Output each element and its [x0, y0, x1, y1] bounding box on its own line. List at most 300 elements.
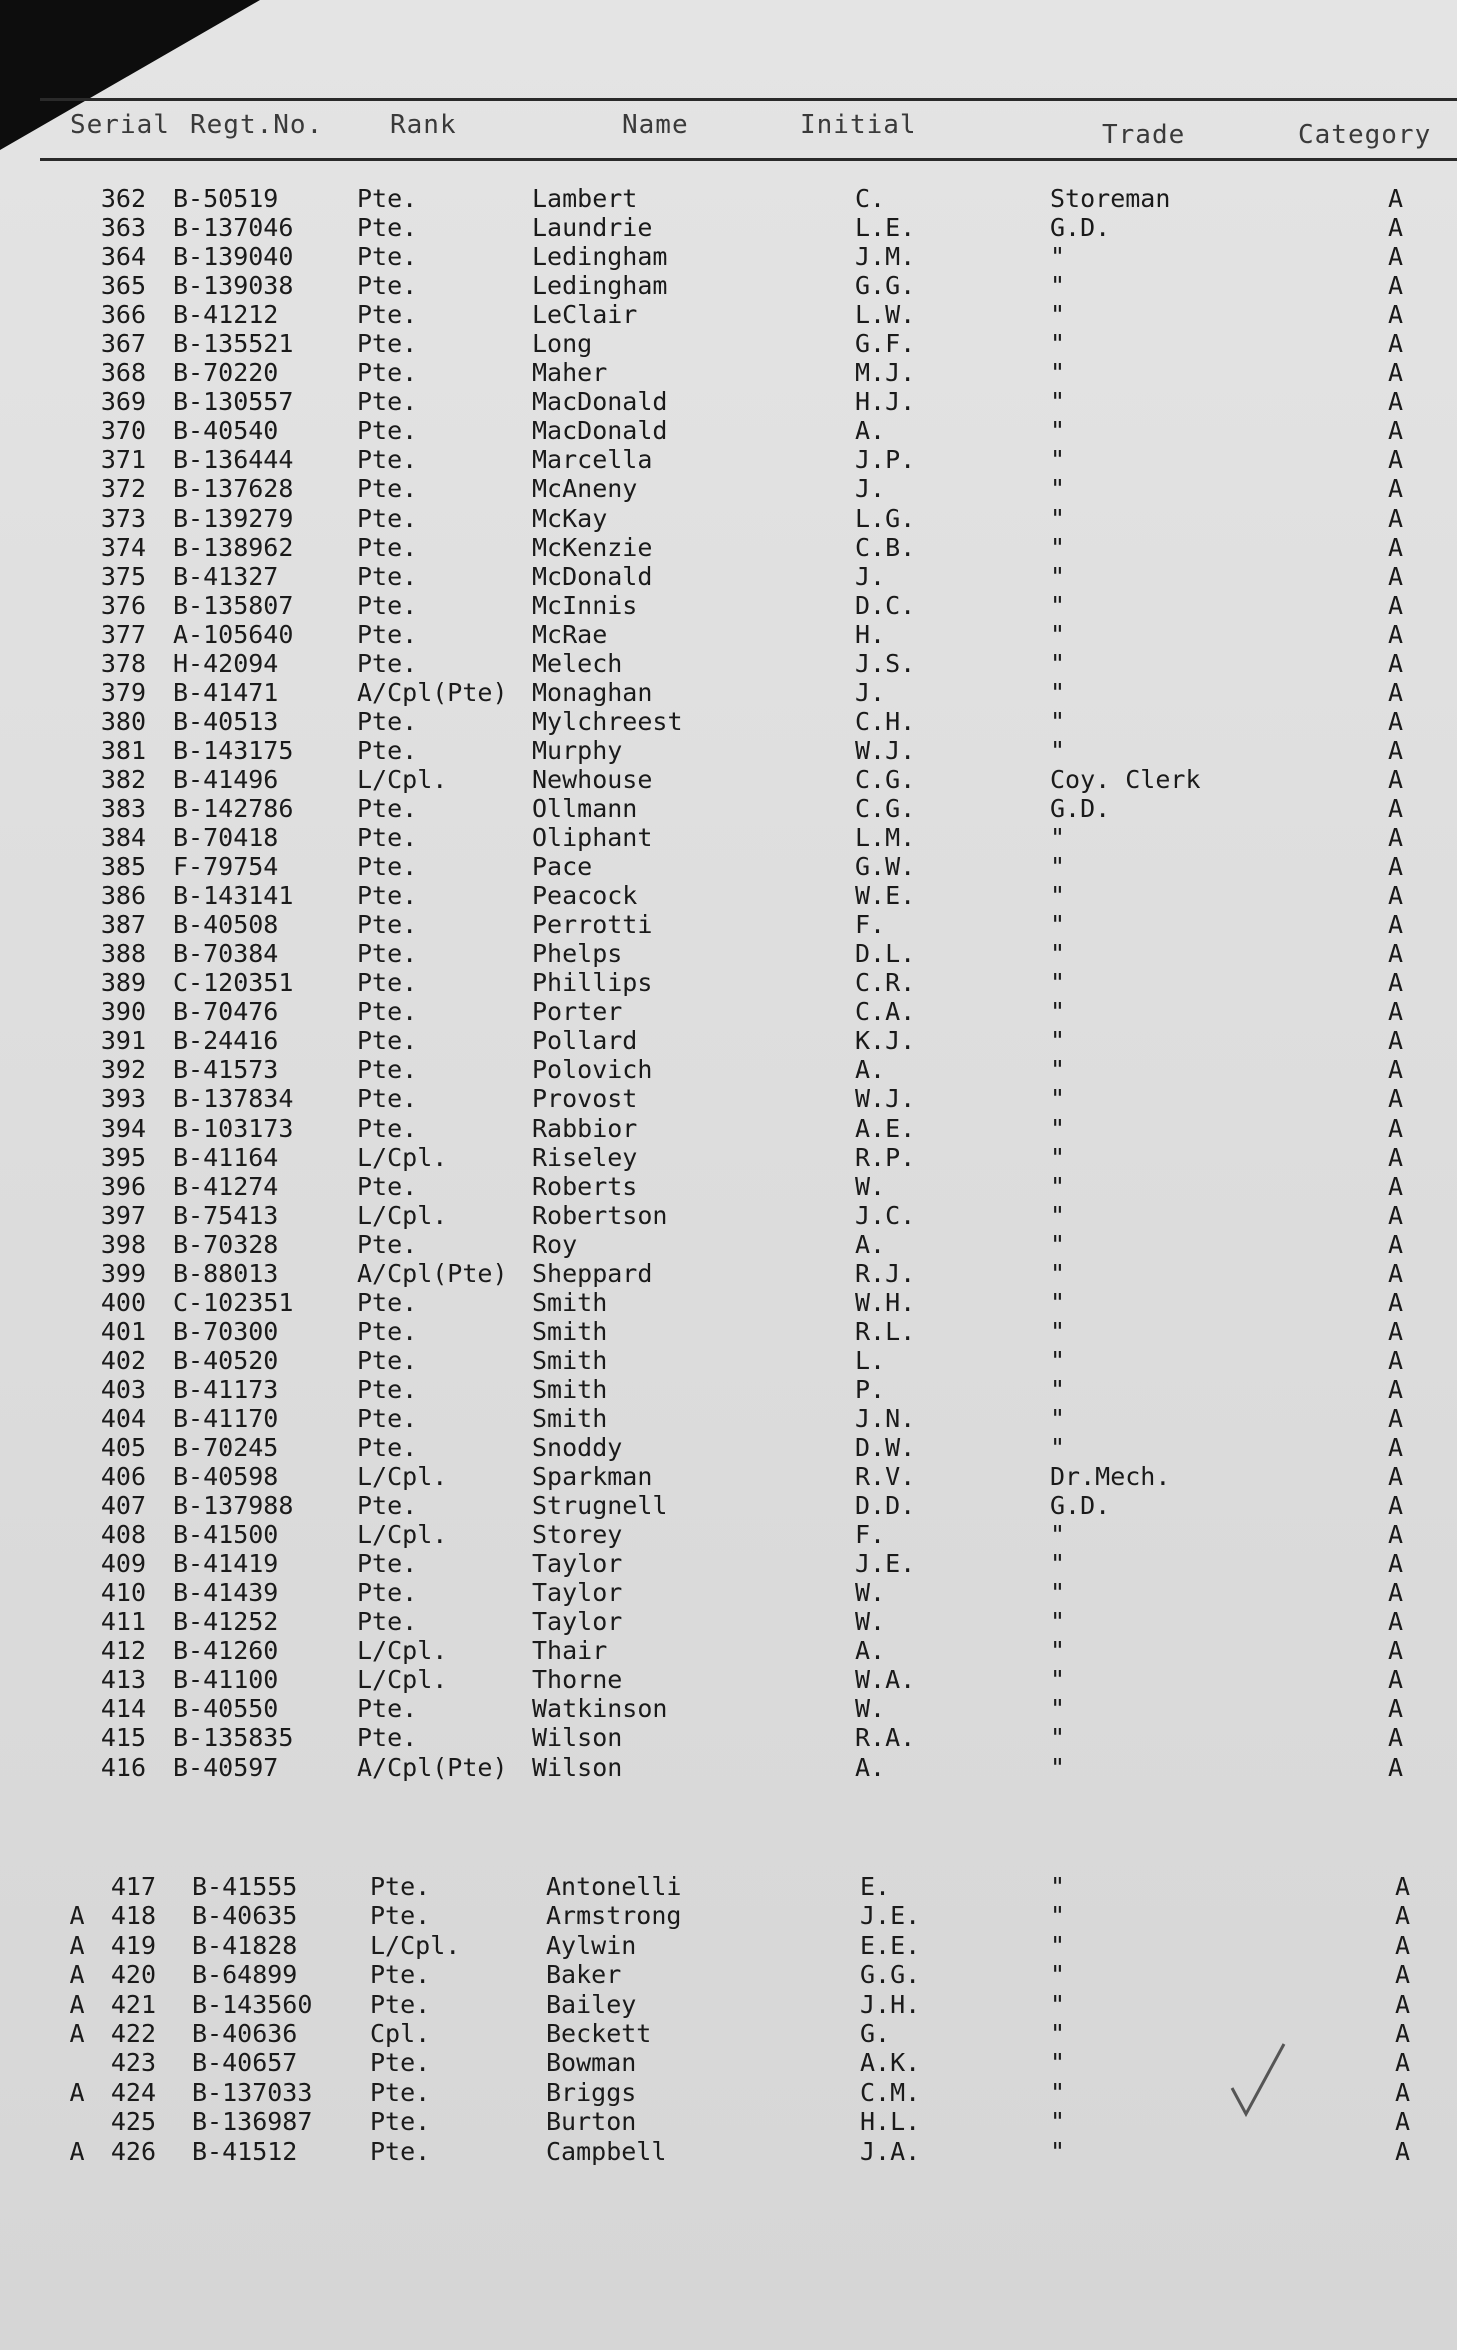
table-row — [0, 300, 1457, 329]
row-name: Campbell — [546, 2136, 667, 2166]
table-row — [0, 2137, 1457, 2166]
table-row — [0, 1288, 1457, 1317]
row-name: Maher — [532, 358, 608, 388]
table-row — [0, 591, 1457, 620]
row-rank: Pte. — [357, 1084, 418, 1114]
row-name: Polovich — [532, 1055, 653, 1085]
row-regt-no: B-41252 — [173, 1607, 279, 1637]
row-serial: 367 — [100, 329, 146, 359]
row-trade: " — [1050, 1930, 1066, 1960]
row-initial: W.J. — [855, 735, 916, 765]
row-serial: 398 — [100, 1229, 146, 1259]
row-trade: " — [1050, 445, 1066, 475]
table-row — [0, 387, 1457, 416]
row-rank: A/Cpl(Pte) — [357, 1752, 508, 1782]
row-regt-no: B-136987 — [192, 2107, 313, 2137]
row-category: A — [1388, 213, 1404, 243]
row-name: Porter — [532, 997, 623, 1027]
row-rank: Pte. — [357, 910, 418, 940]
row-initial: L.W. — [855, 300, 916, 330]
row-name: Long — [532, 329, 593, 359]
row-name: Ledingham — [532, 242, 668, 272]
row-category: A — [1388, 1462, 1404, 1492]
row-regt-no: B-143560 — [192, 1989, 313, 2019]
row-category: A — [1388, 561, 1404, 591]
row-initial: H. — [855, 619, 886, 649]
row-name: Mylchreest — [532, 706, 683, 736]
row-rank: Cpl. — [370, 2018, 431, 2048]
row-rank: Pte. — [357, 852, 418, 882]
row-initial: J.C. — [855, 1200, 916, 1230]
row-trade: " — [1050, 503, 1066, 533]
row-name: Laundrie — [532, 213, 653, 243]
row-trade: " — [1050, 1345, 1066, 1375]
row-regt-no: B-40508 — [173, 910, 279, 940]
row-category: A — [1388, 1055, 1404, 1085]
row-serial: 392 — [100, 1055, 146, 1085]
row-initial: G.G. — [855, 271, 916, 301]
row-rank: Pte. — [357, 532, 418, 562]
table-row — [0, 1433, 1457, 1462]
table-row — [0, 852, 1457, 881]
row-trade: " — [1050, 271, 1066, 301]
row-trade: " — [1050, 1578, 1066, 1608]
row-regt-no: B-41170 — [173, 1403, 279, 1433]
row-serial: 377 — [100, 619, 146, 649]
row-regt-no: B-142786 — [173, 793, 294, 823]
row-serial: 369 — [100, 387, 146, 417]
table-row — [0, 533, 1457, 562]
row-category: A — [1388, 1607, 1404, 1637]
row-rank: Pte. — [357, 1229, 418, 1259]
row-initial: A. — [855, 416, 886, 446]
row-initial: J.S. — [855, 648, 916, 678]
row-serial: 423 — [110, 2048, 156, 2078]
header-serial: Serial — [70, 110, 170, 140]
row-regt-no: B-40513 — [173, 706, 279, 736]
row-rank: Pte. — [357, 793, 418, 823]
row-trade: " — [1050, 416, 1066, 446]
row-regt-no: B-137988 — [173, 1491, 294, 1521]
row-category: A — [1395, 1960, 1411, 1990]
row-rank: Pte. — [357, 1055, 418, 1085]
row-name: Briggs — [546, 2077, 637, 2107]
row-rank: Pte. — [357, 184, 418, 213]
row-initial: G.W. — [855, 852, 916, 882]
row-trade: " — [1050, 1665, 1066, 1695]
row-rank: L/Cpl. — [357, 1636, 448, 1666]
column-header — [0, 110, 1457, 150]
row-category: A — [1388, 1491, 1404, 1521]
row-rank: A/Cpl(Pte) — [357, 1258, 508, 1288]
row-trade: " — [1050, 997, 1066, 1027]
row-rank: Pte. — [357, 1694, 418, 1724]
table-row — [0, 765, 1457, 794]
row-initial: C.M. — [860, 2077, 921, 2107]
row-category: A — [1395, 2077, 1411, 2107]
row-initial: R.V. — [855, 1462, 916, 1492]
row-regt-no: B-24416 — [173, 1026, 279, 1056]
row-category: A — [1388, 852, 1404, 882]
row-name: Baker — [546, 1960, 622, 1990]
row-regt-no: B-70476 — [173, 997, 279, 1027]
table-row — [0, 1491, 1457, 1520]
table-row — [0, 358, 1457, 387]
row-category: A — [1388, 1578, 1404, 1608]
row-category: A — [1388, 1345, 1404, 1375]
row-category: A — [1388, 881, 1404, 911]
row-serial: 424 — [110, 2077, 156, 2107]
row-initial: L. — [855, 1345, 886, 1375]
row-name: Thorne — [532, 1665, 623, 1695]
row-rank: Pte. — [370, 2136, 431, 2166]
header-category: Category — [1298, 120, 1432, 150]
table-row — [0, 968, 1457, 997]
row-trade: " — [1050, 532, 1066, 562]
row-serial: 372 — [100, 474, 146, 504]
row-category: A — [1388, 939, 1404, 969]
row-regt-no: B-138962 — [173, 532, 294, 562]
row-trade: " — [1050, 677, 1066, 707]
row-serial: 408 — [100, 1520, 146, 1550]
row-trade: Dr.Mech. — [1050, 1462, 1171, 1492]
row-regt-no: B-137033 — [192, 2077, 313, 2107]
row-trade: " — [1050, 1872, 1066, 1901]
row-initial: J.P. — [855, 445, 916, 475]
row-initial: W. — [855, 1171, 886, 1201]
row-initial: K.J. — [855, 1026, 916, 1056]
row-rank: Pte. — [357, 1113, 418, 1143]
row-category: A — [1388, 532, 1404, 562]
row-regt-no: B-137628 — [173, 474, 294, 504]
row-category: A — [1388, 735, 1404, 765]
row-initial: D.W. — [855, 1433, 916, 1463]
row-category: A — [1395, 2107, 1411, 2137]
row-serial: 382 — [100, 764, 146, 794]
row-initial: R.P. — [855, 1142, 916, 1172]
row-mark: A — [69, 1930, 85, 1960]
table-row — [0, 184, 1457, 213]
row-regt-no: B-139038 — [173, 271, 294, 301]
row-initial: L.M. — [855, 823, 916, 853]
row-name: McDonald — [532, 561, 653, 591]
table-row — [0, 1665, 1457, 1694]
table-row — [0, 1520, 1457, 1549]
row-serial: 411 — [100, 1607, 146, 1637]
table-row — [0, 1230, 1457, 1259]
row-serial: 373 — [100, 503, 146, 533]
row-name: Phelps — [532, 939, 623, 969]
row-serial: 365 — [100, 271, 146, 301]
row-initial: A.K. — [860, 2048, 921, 2078]
row-name: Wilson — [532, 1723, 623, 1753]
row-serial: 421 — [110, 1989, 156, 2019]
table-row — [0, 1317, 1457, 1346]
row-rank: Pte. — [357, 1549, 418, 1579]
row-name: MacDonald — [532, 387, 668, 417]
row-category: A — [1388, 1403, 1404, 1433]
row-mark: A — [69, 1960, 85, 1990]
row-category: A — [1395, 2048, 1411, 2078]
row-initial: C.R. — [855, 968, 916, 998]
table-row — [0, 1084, 1457, 1113]
row-serial: 418 — [110, 1901, 156, 1931]
row-initial: H.J. — [855, 387, 916, 417]
row-trade: G.D. — [1050, 1491, 1111, 1521]
row-name: Burton — [546, 2107, 637, 2137]
row-regt-no: B-64899 — [192, 1960, 298, 1990]
row-category: A — [1388, 1287, 1404, 1317]
row-trade: " — [1050, 939, 1066, 969]
row-category: A — [1388, 1200, 1404, 1230]
row-name: Watkinson — [532, 1694, 668, 1724]
row-initial: G.F. — [855, 329, 916, 359]
row-trade: " — [1050, 619, 1066, 649]
row-trade: " — [1050, 1316, 1066, 1346]
row-serial: 384 — [100, 823, 146, 853]
table-row — [0, 1931, 1457, 1960]
row-regt-no: B-40597 — [173, 1752, 279, 1782]
row-rank: Pte. — [370, 1901, 431, 1931]
row-serial: 389 — [100, 968, 146, 998]
row-category: A — [1388, 1636, 1404, 1666]
row-trade: " — [1050, 2107, 1066, 2137]
row-name: Storey — [532, 1520, 623, 1550]
header-rank: Rank — [390, 110, 457, 140]
table-row — [0, 271, 1457, 300]
row-serial: 368 — [100, 358, 146, 388]
row-initial: R.L. — [855, 1316, 916, 1346]
row-serial: 399 — [100, 1258, 146, 1288]
table-row — [0, 823, 1457, 852]
row-regt-no: B-143175 — [173, 735, 294, 765]
row-serial: 406 — [100, 1462, 146, 1492]
row-serial: 410 — [100, 1578, 146, 1608]
row-rank: Pte. — [357, 213, 418, 243]
row-initial: G. — [860, 2018, 891, 2048]
row-rank: Pte. — [357, 474, 418, 504]
row-rank: Pte. — [370, 2077, 431, 2107]
row-initial: J.H. — [860, 1989, 921, 2019]
row-trade: " — [1050, 2018, 1066, 2048]
row-name: McAneny — [532, 474, 638, 504]
row-rank: Pte. — [357, 1723, 418, 1753]
row-category: A — [1388, 1316, 1404, 1346]
row-initial: J.E. — [860, 1901, 921, 1931]
table-row — [0, 1114, 1457, 1143]
row-name: Smith — [532, 1374, 608, 1404]
table-row — [0, 881, 1457, 910]
row-name: Provost — [532, 1084, 638, 1114]
row-regt-no: B-70418 — [173, 823, 279, 853]
row-name: Ollmann — [532, 793, 638, 823]
row-regt-no: B-70384 — [173, 939, 279, 969]
row-trade: " — [1050, 561, 1066, 591]
row-name: Riseley — [532, 1142, 638, 1172]
row-category: A — [1388, 619, 1404, 649]
row-name: Taylor — [532, 1549, 623, 1579]
row-initial: G.G. — [860, 1960, 921, 1990]
row-serial: 394 — [100, 1113, 146, 1143]
row-initial: C.B. — [855, 532, 916, 562]
row-serial: 364 — [100, 242, 146, 272]
row-name: Ledingham — [532, 271, 668, 301]
row-serial: 386 — [100, 881, 146, 911]
row-rank: Pte. — [370, 1989, 431, 2019]
row-serial: 393 — [100, 1084, 146, 1114]
row-regt-no: B-41212 — [173, 300, 279, 330]
row-rank: Pte. — [357, 387, 418, 417]
row-name: Phillips — [532, 968, 653, 998]
row-rank: Pte. — [357, 823, 418, 853]
row-serial: 387 — [100, 910, 146, 940]
row-regt-no: B-40550 — [173, 1694, 279, 1724]
header-name: Name — [622, 110, 689, 140]
row-rank: Pte. — [357, 881, 418, 911]
row-category: A — [1388, 590, 1404, 620]
row-category: A — [1388, 1026, 1404, 1056]
row-rank: L/Cpl. — [370, 1930, 461, 1960]
row-trade: " — [1050, 1901, 1066, 1931]
table-row — [0, 1172, 1457, 1201]
row-trade: " — [1050, 1113, 1066, 1143]
row-regt-no: B-103173 — [173, 1113, 294, 1143]
row-trade: " — [1050, 1433, 1066, 1463]
row-trade: G.D. — [1050, 213, 1111, 243]
row-category: A — [1395, 1901, 1411, 1931]
row-regt-no: B-41512 — [192, 2136, 298, 2166]
table-row — [0, 329, 1457, 358]
row-trade: Coy. Clerk — [1050, 764, 1201, 794]
table-row — [0, 416, 1457, 445]
row-regt-no: B-41260 — [173, 1636, 279, 1666]
row-regt-no: B-41439 — [173, 1578, 279, 1608]
row-category: A — [1388, 387, 1404, 417]
row-trade: " — [1050, 881, 1066, 911]
row-trade: " — [1050, 1989, 1066, 2019]
row-name: Melech — [532, 648, 623, 678]
row-regt-no: B-70300 — [173, 1316, 279, 1346]
nominal-roll-list — [0, 184, 1457, 1782]
row-rank: A/Cpl(Pte) — [357, 677, 508, 707]
row-name: Strugnell — [532, 1491, 668, 1521]
row-rank: Pte. — [357, 358, 418, 388]
row-rank: Pte. — [357, 1433, 418, 1463]
row-category: A — [1388, 445, 1404, 475]
row-rank: Pte. — [357, 590, 418, 620]
row-trade: " — [1050, 1055, 1066, 1085]
row-category: A — [1388, 793, 1404, 823]
row-serial: 374 — [100, 532, 146, 562]
row-name: Lambert — [532, 184, 638, 213]
table-row — [0, 1026, 1457, 1055]
row-trade: " — [1050, 1229, 1066, 1259]
row-category: A — [1388, 358, 1404, 388]
row-initial: C. — [855, 184, 886, 213]
row-rank: Pte. — [357, 1171, 418, 1201]
row-name: Peacock — [532, 881, 638, 911]
row-category: A — [1388, 910, 1404, 940]
row-category: A — [1388, 1229, 1404, 1259]
header-regt-no: Regt.No. — [190, 110, 324, 140]
row-rank: Pte. — [357, 300, 418, 330]
row-trade: " — [1050, 1171, 1066, 1201]
table-row — [0, 1723, 1457, 1752]
row-trade: " — [1050, 2048, 1066, 2078]
row-name: Aylwin — [546, 1930, 637, 1960]
row-serial: 395 — [100, 1142, 146, 1172]
header-trade: Trade — [1102, 120, 1186, 150]
row-name: Smith — [532, 1316, 608, 1346]
row-regt-no: B-143141 — [173, 881, 294, 911]
row-initial: M.J. — [855, 358, 916, 388]
row-initial: J.N. — [855, 1403, 916, 1433]
row-trade: " — [1050, 1723, 1066, 1753]
row-name: McKay — [532, 503, 608, 533]
nominal-roll-list-continued — [0, 1872, 1457, 2166]
table-row — [0, 1259, 1457, 1288]
row-initial: A. — [855, 1055, 886, 1085]
table-row — [0, 910, 1457, 939]
row-regt-no: B-41500 — [173, 1520, 279, 1550]
row-initial: W.A. — [855, 1665, 916, 1695]
row-rank: Pte. — [357, 1287, 418, 1317]
row-name: Roberts — [532, 1171, 638, 1201]
row-trade: " — [1050, 2136, 1066, 2166]
row-mark: A — [69, 2077, 85, 2107]
table-row — [0, 504, 1457, 533]
header-rule-bottom — [40, 158, 1457, 161]
row-regt-no: B-136444 — [173, 445, 294, 475]
row-regt-no: B-40636 — [192, 2018, 298, 2048]
row-trade: " — [1050, 590, 1066, 620]
row-name: Antonelli — [546, 1872, 682, 1901]
row-rank: Pte. — [357, 271, 418, 301]
row-trade: " — [1050, 1403, 1066, 1433]
row-regt-no: B-41419 — [173, 1549, 279, 1579]
row-rank: Pte. — [357, 1607, 418, 1637]
row-category: A — [1388, 184, 1404, 213]
row-regt-no: A-105640 — [173, 619, 294, 649]
row-category: A — [1388, 706, 1404, 736]
table-row — [0, 562, 1457, 591]
row-serial: 405 — [100, 1433, 146, 1463]
row-serial: 376 — [100, 590, 146, 620]
row-initial: D.L. — [855, 939, 916, 969]
row-mark: A — [69, 1989, 85, 2019]
row-name: Oliphant — [532, 823, 653, 853]
row-category: A — [1388, 503, 1404, 533]
row-rank: Pte. — [357, 968, 418, 998]
row-name: Perrotti — [532, 910, 653, 940]
row-initial: A. — [855, 1229, 886, 1259]
row-category: A — [1395, 1989, 1411, 2019]
row-category: A — [1388, 1374, 1404, 1404]
row-rank: Pte. — [357, 1316, 418, 1346]
table-row — [0, 620, 1457, 649]
row-initial: C.G. — [855, 793, 916, 823]
row-regt-no: B-137046 — [173, 213, 294, 243]
table-row — [0, 474, 1457, 503]
row-serial: 370 — [100, 416, 146, 446]
row-serial: 379 — [100, 677, 146, 707]
row-name: MacDonald — [532, 416, 668, 446]
table-row — [0, 1055, 1457, 1084]
row-name: Pace — [532, 852, 593, 882]
row-trade: Storeman — [1050, 184, 1171, 213]
row-category: A — [1395, 1872, 1411, 1901]
row-trade: " — [1050, 474, 1066, 504]
